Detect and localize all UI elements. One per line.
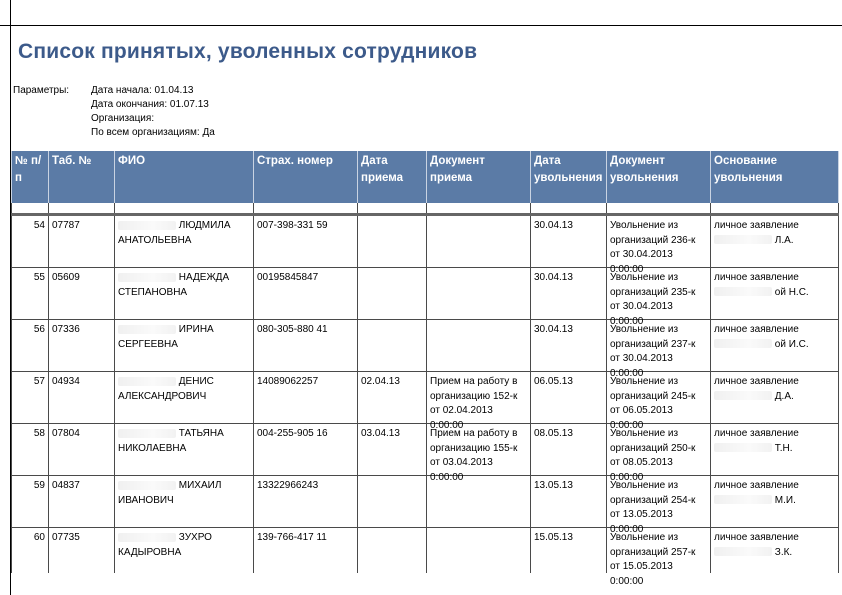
cell-hire-document: [427, 268, 531, 320]
redacted-surname: [118, 273, 176, 282]
spacer-cell: [12, 203, 49, 215]
cell-dismissal-document: [607, 268, 711, 327]
cell-dismissal-date: 08.05.13: [531, 424, 607, 476]
cell-hire-date: [358, 215, 427, 268]
spacer-cell: [358, 203, 427, 215]
cell-hire-document: [427, 528, 531, 574]
cell-full-name: [115, 268, 254, 320]
cell-full-name: [115, 215, 254, 268]
cell-dismissal-date: 30.04.13: [531, 215, 607, 268]
cell-dismissal-reason: [711, 424, 839, 476]
cell-tab-number: 04934: [49, 372, 115, 424]
cell-insurance-number: 14089062257: [254, 372, 358, 424]
redacted-signer: [714, 235, 772, 244]
cell-index: 57: [12, 372, 49, 424]
dismissal-document-text: Увольнение из организаций 245-к от 06.05.2013 0:00:00: [610, 376, 696, 431]
hire-document-text: Прием на работу в организацию 155-к от 03.04.2013 0:00:00: [430, 428, 518, 483]
cell-hire-date: 03.04.13: [358, 424, 427, 476]
cell-full-name: [115, 320, 254, 372]
cell-full-name: [115, 372, 254, 424]
reason-text: личное заявление: [714, 532, 799, 543]
dismissal-document-text: Увольнение из организаций 257-к от 15.05.2013 0:00:00: [610, 532, 696, 587]
cell-full-name: [115, 528, 254, 574]
header-dismissal-document: Документ увольнения: [607, 151, 711, 203]
cell-index: 55: [12, 268, 49, 320]
cell-tab-number: 07804: [49, 424, 115, 476]
table-header-row: [12, 151, 839, 203]
hire-document-text: [430, 479, 528, 527]
cell-hire-date: [358, 320, 427, 372]
cell-dismissal-reason: [711, 476, 839, 528]
header-hire-date: Дата приема: [358, 151, 427, 203]
dismissal-document-text: Увольнение из организаций 254-к от 13.05.2013 0:00:00: [610, 480, 696, 535]
cell-full-name: [115, 424, 254, 476]
header-insurance-number: Страх. номер: [254, 151, 358, 203]
cell-hire-document: [427, 372, 531, 431]
cell-dismissal-date: 06.05.13: [531, 372, 607, 424]
hire-document-text: [430, 323, 528, 371]
cell-index: 56: [12, 320, 49, 372]
cell-hire-date: [358, 268, 427, 320]
cell-insurance-number: 139-766-417 11: [254, 528, 358, 574]
reason-signer: ой И.С.: [774, 338, 809, 350]
header-dismissal-date: Дата увольнения: [531, 151, 607, 203]
param-end-date: Дата окончания: 01.07.13: [91, 99, 209, 110]
reason-text: личное заявление: [714, 324, 799, 335]
parameters-label: Параметры:: [13, 85, 70, 96]
cell-tab-number: 07336: [49, 320, 115, 372]
redacted-surname: [118, 533, 176, 542]
redacted-signer: [714, 287, 772, 296]
name-text: ДЕНИС АЛЕКСАНДРОВИЧ: [118, 376, 214, 402]
redacted-surname: [118, 221, 176, 230]
hire-document-text: [430, 531, 528, 573]
cell-dismissal-document: [607, 424, 711, 483]
redacted-signer: [714, 547, 772, 556]
reason-text: личное заявление: [714, 428, 799, 439]
redacted-surname: [118, 377, 176, 386]
cell-insurance-number: 007-398-331 59: [254, 215, 358, 268]
cell-dismissal-reason: [711, 268, 839, 320]
reason-signer: ой Н.С.: [774, 286, 809, 298]
reason-text: личное заявление: [714, 376, 799, 387]
dismissal-document-text: Увольнение из организаций 237-к от 30.04.2013 0:00:00: [610, 324, 696, 379]
param-organization: Организация:: [91, 113, 155, 124]
spacer-cell: [531, 203, 607, 215]
cell-dismissal-reason: [711, 215, 839, 268]
cell-dismissal-reason: [711, 372, 839, 424]
spacer-cell: [607, 203, 711, 215]
redacted-signer: [714, 495, 772, 504]
reason-text: личное заявление: [714, 272, 799, 283]
reason-signer: З.К.: [774, 546, 793, 558]
cell-tab-number: 04837: [49, 476, 115, 528]
table-row: [12, 424, 839, 476]
cell-dismissal-date: 30.04.13: [531, 320, 607, 372]
reason-signer: М.И.: [774, 494, 796, 506]
cell-index: 58: [12, 424, 49, 476]
cell-hire-date: 02.04.13: [358, 372, 427, 424]
table-row: [12, 268, 839, 320]
report-title: Список принятых, уволенных сотрудников: [18, 40, 478, 63]
employees-table: [11, 151, 839, 587]
cell-tab-number: 05609: [49, 268, 115, 320]
cell-insurance-number: 004-255-905 16: [254, 424, 358, 476]
cell-tab-number: 07787: [49, 215, 115, 268]
cell-dismissal-reason: [711, 528, 839, 574]
header-hire-document: Документ приема: [427, 151, 531, 203]
header-dismissal-reason: Основание увольнения: [711, 151, 839, 203]
redacted-surname: [118, 481, 176, 490]
page-border-top: [0, 25, 842, 26]
name-text: ТАТЬЯНА НИКОЛАЕВНА: [118, 428, 224, 454]
cell-index: 59: [12, 476, 49, 528]
cell-hire-date: [358, 476, 427, 528]
cell-hire-document: [427, 215, 531, 268]
reason-signer: Л.А.: [774, 234, 794, 246]
name-text: ИРИНА СЕРГЕЕВНА: [118, 324, 214, 350]
param-all-organizations: По всем организациям: Да: [91, 127, 215, 138]
name-text: НАДЕЖДА СТЕПАНОВНА: [118, 272, 230, 298]
param-start-date: Дата начала: 01.04.13: [91, 85, 194, 96]
hire-document-text: Прием на работу в организацию 152-к от 02.04.2013 0:00:00: [430, 376, 518, 431]
spacer-cell: [254, 203, 358, 215]
cell-dismissal-reason: [711, 320, 839, 372]
spacer-cell: [49, 203, 115, 215]
reason-signer: Т.Н.: [774, 442, 793, 454]
cell-insurance-number: 080-305-880 41: [254, 320, 358, 372]
hire-document-text: [430, 271, 528, 319]
table-row: [12, 215, 839, 268]
dismissal-document-text: Увольнение из организаций 250-к от 08.05.2013 0:00:00: [610, 428, 696, 483]
name-text: ЗУХРО КАДЫРОВНА: [118, 532, 212, 558]
redacted-signer: [714, 391, 772, 400]
dismissal-document-text: Увольнение из организаций 236-к от 30.04.2013 0:00:00: [610, 220, 696, 275]
cell-dismissal-document: [607, 476, 711, 535]
cell-dismissal-date: 30.04.13: [531, 268, 607, 320]
cell-index: 60: [12, 528, 49, 574]
hire-document-text: [430, 219, 528, 267]
spacer-cell: [711, 203, 839, 215]
cell-dismissal-document: [607, 215, 711, 275]
cell-hire-date: [358, 528, 427, 574]
cell-dismissal-date: 15.05.13: [531, 528, 607, 574]
cell-insurance-number: 00195845847: [254, 268, 358, 320]
redacted-surname: [118, 429, 176, 438]
header-full-name: ФИО: [115, 151, 254, 203]
cell-dismissal-document: [607, 528, 711, 587]
cell-hire-document: [427, 320, 531, 372]
cell-index: 54: [12, 215, 49, 268]
reason-text: личное заявление: [714, 480, 799, 491]
table-row: [12, 476, 839, 528]
redacted-surname: [118, 325, 176, 334]
cell-full-name: [115, 476, 254, 528]
table-row: [12, 320, 839, 372]
spacer-cell: [427, 203, 531, 215]
cell-dismissal-document: [607, 320, 711, 379]
reason-signer: Д.А.: [774, 390, 794, 402]
redacted-signer: [714, 339, 772, 348]
name-text: МИХАИЛ ИВАНОВИЧ: [118, 480, 222, 506]
cell-insurance-number: 13322966243: [254, 476, 358, 528]
table-row: [12, 372, 839, 424]
table-header-spacer: [12, 203, 839, 215]
table-row: [12, 528, 839, 574]
cell-tab-number: 07735: [49, 528, 115, 574]
cell-dismissal-date: 13.05.13: [531, 476, 607, 528]
header-index: № п/п: [12, 151, 49, 203]
header-tab-number: Таб. №: [49, 151, 115, 203]
spacer-cell: [115, 203, 254, 215]
cell-hire-document: [427, 424, 531, 483]
dismissal-document-text: Увольнение из организаций 235-к от 30.04.2013 0:00:00: [610, 272, 696, 327]
redacted-signer: [714, 443, 772, 452]
reason-text: личное заявление: [714, 220, 799, 231]
cell-dismissal-document: [607, 372, 711, 431]
name-text: ЛЮДМИЛА АНАТОЛЬЕВНА: [118, 220, 231, 246]
